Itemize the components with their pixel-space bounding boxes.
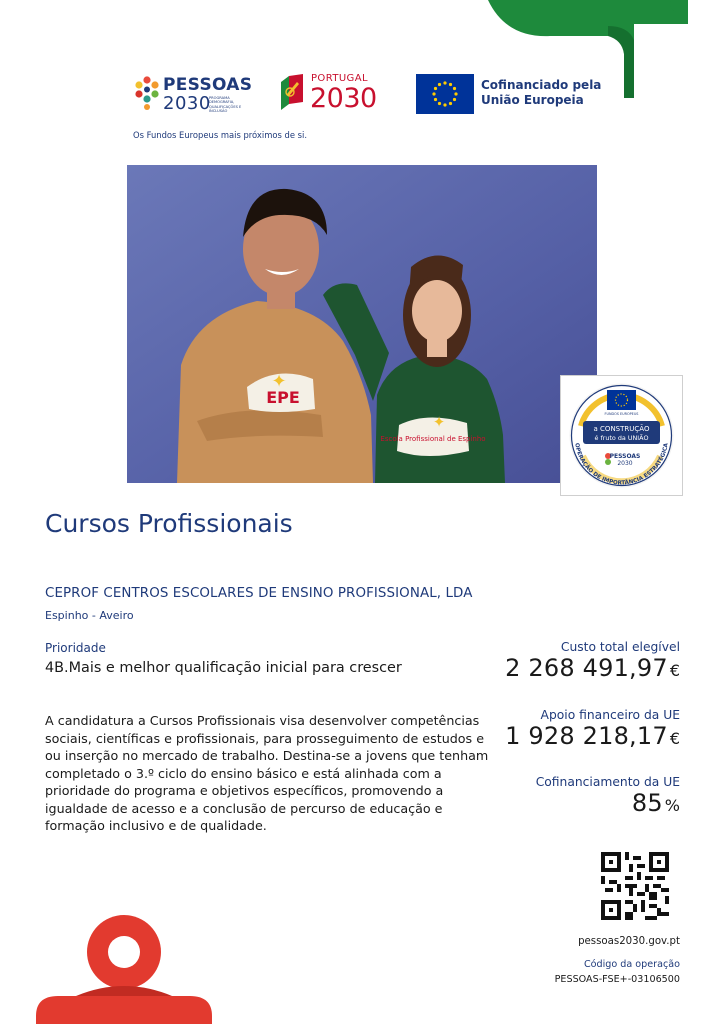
seal-num: 2030	[617, 460, 633, 467]
eu-cofinancing-logo	[416, 74, 606, 114]
eu-support-figure	[505, 722, 680, 750]
eu-support-value: 1 928 218,17	[505, 722, 668, 750]
seal-arc-text: OPERAÇÃO DE IMPORTÂNCIA ESTRATÉGICA	[573, 442, 670, 487]
pessoas-subtitle: PROGRAMA DEMOGRAFIA, QUALIFICAÇÕES E INCLUSÃO	[209, 96, 242, 114]
pessoas-wordmark: PESSOAS	[163, 75, 253, 95]
seal-line1: a CONSTRUÇÃO	[593, 425, 650, 433]
total-cost-unit: €	[669, 661, 680, 680]
eu-text-line2: União Europeia	[481, 93, 584, 107]
eu-cofinancing-block	[536, 775, 680, 817]
portugal-2030-logo	[277, 72, 387, 116]
priority-label: Prioridade	[45, 641, 106, 655]
svg-text:✦: ✦	[271, 371, 287, 392]
students-photo	[127, 165, 597, 483]
eu-cofinancing-text	[481, 78, 601, 108]
eu-cofinancing-unit: %	[664, 796, 680, 815]
operation-code-label: Código da operação	[583, 959, 680, 970]
total-cost-block	[505, 640, 680, 682]
seal-line2: é fruto da UNIÃO	[594, 434, 649, 442]
total-cost-label: Custo total elegível	[560, 640, 680, 654]
project-description: A candidatura a Cursos Profissionais visa desenvolver competências sociais, científicas e profissionais, para prosseguimento de estudos e ou inserção no mercado de trabalho. Destina-se a jovens que tenham completado o 3.º ciclo do ensino básico e está alinhada com a prioridade do programa e objetivos específicos, promovendo a igualdade de acesso e a conclusão de percurso de educação e formação inclusivo e de qualidade.	[45, 713, 489, 833]
portugal-flag-icon	[277, 72, 307, 112]
eu-support-unit: €	[669, 729, 680, 748]
pessoas-number: 2030	[163, 93, 211, 114]
total-cost-value: 2 268 491,97	[505, 654, 668, 682]
operation-code: PESSOAS-FSE+-03106500	[554, 974, 680, 985]
website-link[interactable]: pessoas2030.gov.pt	[578, 936, 680, 947]
priority-value: 4B.Mais e melhor qualificação inicial para crescer	[45, 660, 402, 676]
eu-cofinancing-value: 85	[631, 789, 663, 817]
total-cost-figure	[505, 654, 680, 682]
sweatshirt-text: Escola Profissional de Espinho	[380, 435, 486, 443]
eu-cofinancing-label: Cofinanciamento da UE	[535, 775, 680, 789]
beneficiary-name: CEPROF CENTROS ESCOLARES DE ENSINO PROFISSIONAL, LDA	[45, 586, 473, 601]
sweatshirt-logo: EPE	[266, 388, 300, 407]
tagline: Os Fundos Europeus mais próximos de si.	[133, 130, 308, 140]
pessoas-flower-icon	[133, 74, 161, 114]
page-title: Cursos Profissionais	[45, 509, 293, 538]
seal-pessoas: PESSOAS	[609, 453, 641, 460]
svg-text:✦: ✦	[432, 413, 446, 431]
beneficiary-location: Espinho - Aveiro	[45, 609, 134, 622]
portugal-wordmark: PORTUGAL	[311, 73, 368, 84]
strategic-operation-seal	[560, 375, 683, 496]
qr-code[interactable]	[601, 852, 669, 920]
portugal-number: 2030	[310, 83, 377, 114]
eu-support-block	[505, 708, 680, 750]
seal-badge-icon	[561, 376, 682, 495]
pessoas-2030-logo	[133, 74, 253, 114]
eu-support-label: Apoio financeiro da UE	[540, 708, 680, 722]
eu-text-line1: Cofinanciado pela	[481, 78, 602, 92]
logo-row	[133, 72, 603, 132]
eu-flag-icon	[416, 74, 474, 114]
decorative-red-shape	[36, 912, 236, 1024]
seal-top-text: FUNDOS EUROPEUS	[604, 412, 639, 416]
eu-cofinancing-figure	[536, 789, 680, 817]
